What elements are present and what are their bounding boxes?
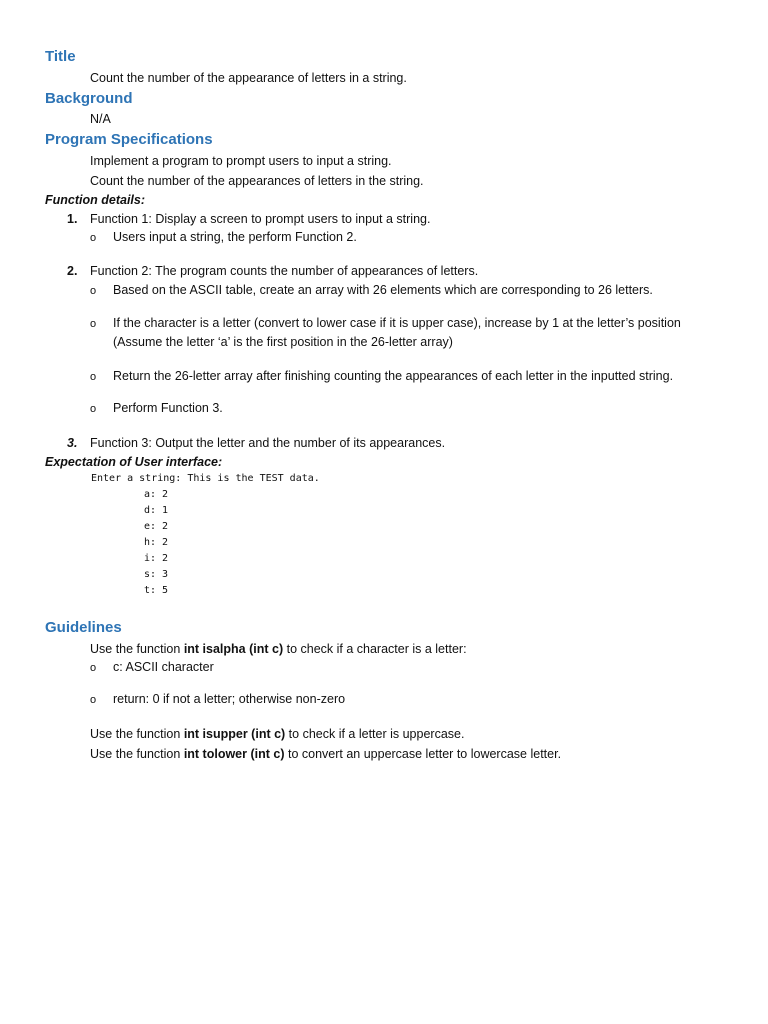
list-number: 1. [67,212,78,226]
bullet-text: Users input a string, the perform Function 2. [113,230,357,244]
bullet-icon: o [90,285,97,297]
specs-line: Count the number of the appearances of letters in the string. [90,174,424,188]
bullet-text: c: ASCII character [113,660,214,674]
guideline-tolower: Use the function int tolower (int c) to convert an uppercase letter to lowercase letter. [90,747,562,761]
bullet-icon: o [90,232,97,244]
bullet-text: Perform Function 3. [113,401,223,415]
guideline-isalpha: Use the function int isalpha (int c) to check if a character is a letter: [90,642,467,656]
function-1-text: Function 1: Display a screen to prompt users to input a string. [90,212,431,226]
bullet-text-continued: (Assume the letter ‘a’ is the first position in the 26-letter array) [113,335,453,349]
bullet-icon: o [90,662,97,674]
ui-expectation-label: Expectation of User interface: [45,455,223,469]
function-2-text: Function 2: The program counts the number of appearances of letters. [90,264,479,278]
specs-line: Implement a program to prompt users to input a string. [90,154,392,168]
console-result: h: 2 [144,537,169,548]
bullet-icon: o [90,403,97,415]
console-result: d: 1 [144,505,169,516]
console-result: i: 2 [144,553,169,564]
bullet-text: If the character is a letter (convert to lower case if it is upper case), increase by 1 at the letter’s position [113,316,681,330]
title-text: Count the number of the appearance of letters in a string. [90,71,407,85]
bullet-icon: o [90,318,97,330]
bullet-text: return: 0 if not a letter; otherwise non-zero [113,692,346,706]
guidelines-heading: Guidelines [45,619,122,636]
specs-heading: Program Specifications [45,131,213,148]
console-result: t: 5 [144,585,169,596]
bullet-icon: o [90,371,97,383]
function-details-label: Function details: [45,193,145,207]
bullet-text: Return the 26-letter array after finishing counting the appearances of each letter in the inputted string. [113,369,674,383]
console-result: s: 3 [144,569,169,580]
console-result: a: 2 [144,489,169,500]
function-3-text: Function 3: Output the letter and the number of its appearances. [90,436,446,450]
bullet-text: Based on the ASCII table, create an array with 26 elements which are corresponding to 26 letters. [113,283,653,297]
list-number: 2. [67,264,78,278]
background-text: N/A [90,112,111,126]
console-prompt: Enter a string: This is the TEST data. [91,473,320,484]
background-heading: Background [45,90,133,107]
guideline-isupper: Use the function int isupper (int c) to check if a letter is uppercase. [90,727,465,741]
console-result: e: 2 [144,521,169,532]
bullet-icon: o [90,694,97,706]
list-number: 3. [67,436,78,450]
title-heading: Title [45,48,76,65]
